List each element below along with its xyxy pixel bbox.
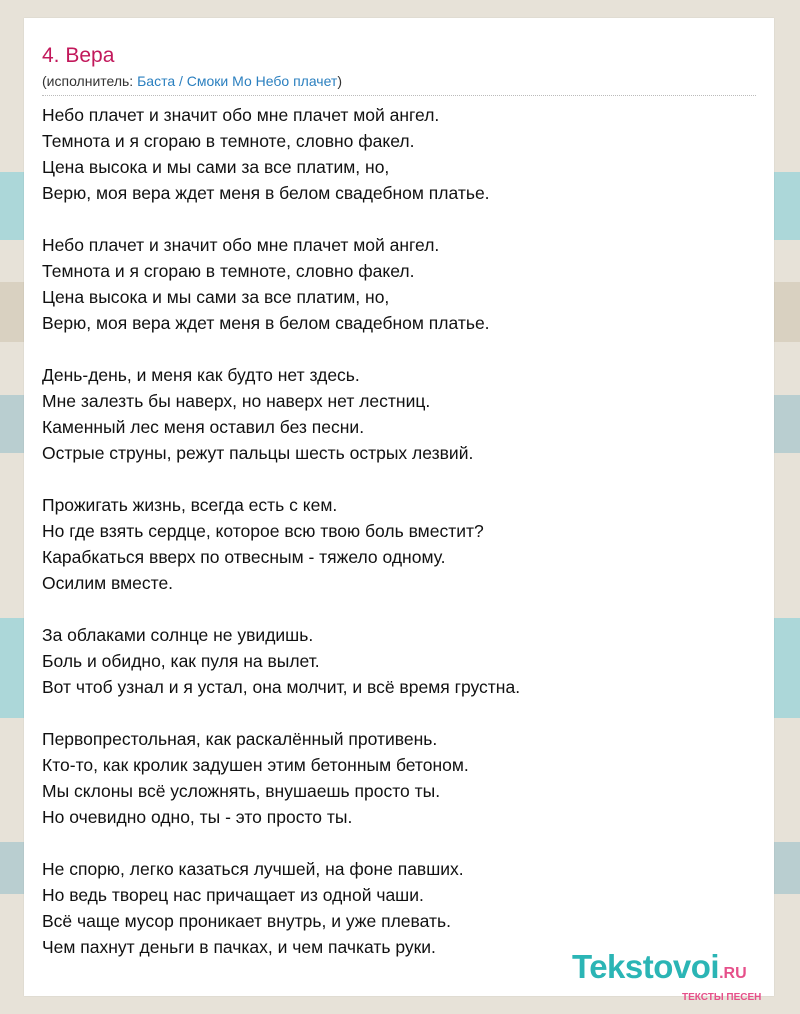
lyric-line: Всё чаще мусор проникает внутрь, и уже плевать. bbox=[42, 911, 451, 931]
lyric-line: Карабкаться вверх по отвесным - тяжело одному. bbox=[42, 547, 446, 567]
stanza bbox=[42, 622, 752, 700]
stanza bbox=[42, 102, 752, 206]
lyric-line: За облаками солнце не увидишь. bbox=[42, 625, 314, 645]
logo-tagline: ТЕКСТЫ ПЕСЕН bbox=[682, 992, 762, 1003]
lyric-line: Темнота и я сгораю в темноте, словно факел. bbox=[42, 131, 415, 151]
lyric-line: Прожигать жизнь, всегда есть с кем. bbox=[42, 495, 338, 515]
lyric-line: Не спорю, легко казаться лучшей, на фоне павших. bbox=[42, 859, 464, 879]
logo-wordmark: Tekstovoi bbox=[572, 948, 720, 985]
lyric-line: Темнота и я сгораю в темноте, словно факел. bbox=[42, 261, 415, 281]
lyric-line: Первопрестольная, как раскалённый противень. bbox=[42, 729, 438, 749]
stanza bbox=[42, 362, 752, 466]
lyric-line: Мне залезть бы наверх, но наверх нет лестниц. bbox=[42, 391, 431, 411]
byline-suffix: ) bbox=[337, 73, 342, 89]
site-logo[interactable] bbox=[572, 948, 774, 1003]
lyric-line: Небо плачет и значит обо мне плачет мой ангел. bbox=[42, 105, 440, 125]
lyric-line: Кто-то, как кролик задушен этим бетонным бетоном. bbox=[42, 755, 469, 775]
lyric-line: Каменный лес меня оставил без песни. bbox=[42, 417, 365, 437]
song-title: 4. Вера bbox=[42, 44, 115, 67]
byline-prefix: (исполнитель: bbox=[42, 73, 138, 89]
stanza bbox=[42, 726, 752, 830]
lyric-line: Чем пахнут деньги в пачках, и чем пачкать руки. bbox=[42, 937, 436, 957]
stanza bbox=[42, 856, 752, 960]
lyric-line: Острые струны, режут пальцы шесть острых лезвий. bbox=[42, 443, 474, 463]
artist-link[interactable]: Баста / Смоки Мо Небо плачет bbox=[137, 73, 338, 89]
divider bbox=[42, 95, 756, 96]
lyric-line: Верю, моя вера ждет меня в белом свадебном платье. bbox=[42, 183, 490, 203]
stanza bbox=[42, 492, 752, 596]
lyric-line: Но где взять сердце, которое всю твою боль вместит? bbox=[42, 521, 484, 541]
lyric-line: Но ведь творец нас причащает из одной чаши. bbox=[42, 885, 424, 905]
lyric-line: День-день, и меня как будто нет здесь. bbox=[42, 365, 360, 385]
lyric-line: Цена высока и мы сами за все платим, но, bbox=[42, 287, 390, 307]
lyrics-page bbox=[24, 18, 774, 1003]
lyric-line: Осилим вместе. bbox=[42, 573, 174, 593]
artist-byline bbox=[42, 73, 342, 89]
lyric-line: Верю, моя вера ждет меня в белом свадебном платье. bbox=[42, 313, 490, 333]
lyric-line: Но очевидно одно, ты - это просто ты. bbox=[42, 807, 353, 827]
stanza bbox=[42, 232, 752, 336]
lyric-line: Боль и обидно, как пуля на вылет. bbox=[42, 651, 320, 671]
lyric-line: Вот чтоб узнал и я устал, она молчит, и всё время грустна. bbox=[42, 677, 521, 697]
lyric-line: Цена высока и мы сами за все платим, но, bbox=[42, 157, 390, 177]
logo-domain: .RU bbox=[719, 965, 747, 982]
lyric-line: Небо плачет и значит обо мне плачет мой ангел. bbox=[42, 235, 440, 255]
lyric-line: Мы склоны всё усложнять, внушаешь просто ты. bbox=[42, 781, 441, 801]
lyrics-body bbox=[42, 102, 752, 986]
